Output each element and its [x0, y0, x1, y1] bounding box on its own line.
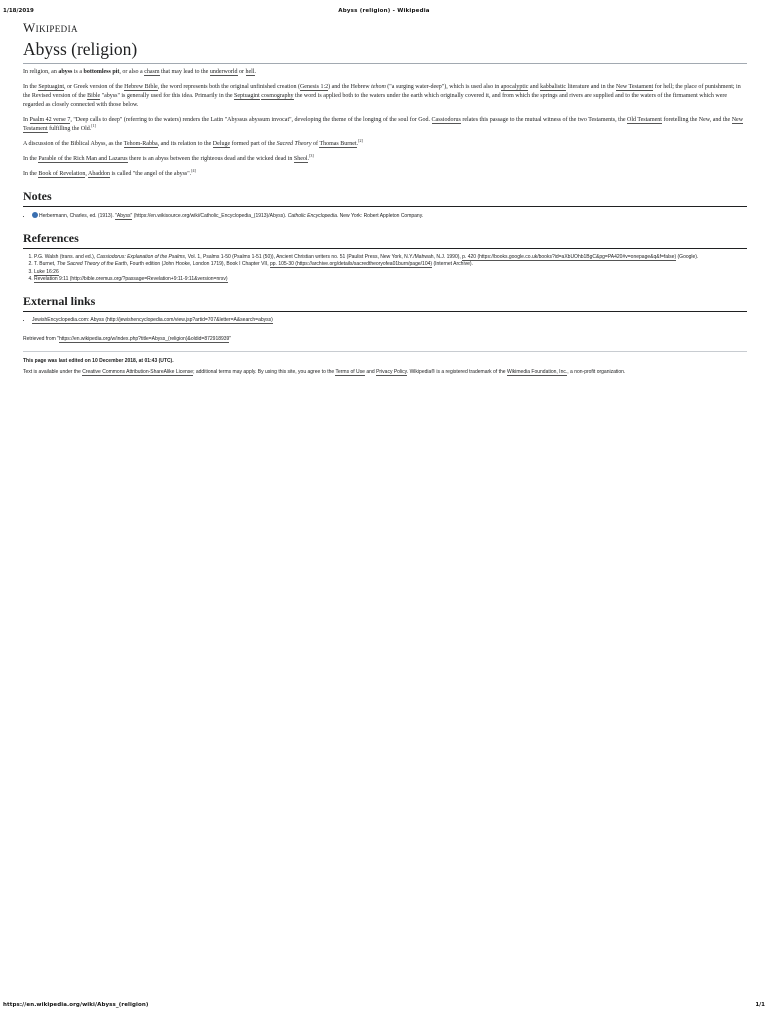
text: ": [229, 336, 232, 342]
link-retrieved-url[interactable]: https://en.wikipedia.org/w/index.php?title=Abyss_(religion)&oldid=872918939: [58, 336, 230, 342]
text: (Google).: [676, 253, 699, 260]
text: . Wikipedia® is a registered trademark of the: [406, 369, 507, 375]
text: In the: [23, 84, 39, 90]
text: that may lead to the: [159, 69, 210, 75]
text: foretelling the New, and the: [661, 117, 732, 123]
text: ,: [85, 171, 88, 177]
link-tehom-rabba[interactable]: Tehom-Rabba: [123, 141, 158, 147]
italic-catholic-encyclopedia: Catholic Encyclopedia: [287, 213, 337, 219]
italic-title: Cassiodorus: Explanation of the Psalms: [96, 253, 185, 260]
text: Text is available under the: [23, 369, 83, 375]
link-privacy-policy[interactable]: Privacy Policy: [376, 369, 407, 375]
citation-4[interactable]: [4]: [191, 168, 196, 173]
page-footer: [23, 358, 747, 376]
link-internet-archive[interactable]: pp. 105-30 (https://archive.org/details/sacredtheoryofea01burn/page/104): [270, 261, 433, 267]
reference-item: [34, 254, 747, 262]
retrieved-from: [23, 336, 747, 352]
article-content: [23, 18, 747, 376]
paragraph-intro: [23, 68, 747, 77]
citation-1[interactable]: [1]: [91, 123, 96, 128]
bold-term-abyss: abyss: [58, 69, 73, 75]
page-title: Abyss (religion): [23, 38, 747, 64]
article-body: [23, 68, 747, 179]
section-heading-notes: Notes: [23, 189, 747, 207]
link-septuagint-2[interactable]: Septuagint: [234, 93, 260, 99]
text: , the word represents both the original unfinished creation (: [157, 84, 300, 90]
list-item: [32, 317, 747, 325]
link-apocalyptic[interactable]: apocalyptic: [500, 84, 529, 90]
paragraph-biblical-abyss: [23, 140, 747, 149]
text: A discussion of the Biblical Abyss, as the: [23, 141, 124, 147]
text: and: [528, 84, 541, 90]
bold-term-bottomless-pit: bottomless pit: [83, 69, 120, 75]
text: In: [23, 117, 30, 123]
link-abyss-wikisource[interactable]: "Abyss": [115, 213, 133, 219]
text: "abyss" is generally used for this idea. Primarily in the: [100, 93, 235, 99]
wikipedia-wordmark: Wikipedia: [23, 20, 78, 35]
italic-sacred-theory: Sacred Theory: [276, 141, 312, 147]
text: of: [311, 141, 320, 147]
reference-item: [34, 261, 747, 269]
text: is a: [72, 69, 84, 75]
text: or: [237, 69, 246, 75]
text: , a non-profit organization.: [567, 369, 626, 375]
text: P.G. Walsh (trans. and ed.),: [34, 253, 97, 260]
text: , and its relation to the: [157, 141, 213, 147]
text: Retrieved from ": [23, 336, 59, 342]
italic-tehom: tehom: [371, 84, 386, 90]
print-date: 1/18/2019: [3, 8, 34, 14]
link-psalm-42[interactable]: Psalm 42 verse 7: [29, 117, 71, 123]
link-kabbalistic[interactable]: kabbalistic: [540, 84, 567, 90]
references-list: [23, 254, 747, 284]
link-book-of-revelation[interactable]: Book of Revelation: [38, 171, 86, 177]
link-new-testament[interactable]: New Testament: [615, 84, 654, 90]
print-title: Abyss (religion) - Wikipedia: [338, 8, 430, 14]
section-heading-references: References: [23, 231, 747, 249]
link-cc-license[interactable]: Creative Commons Attribution-ShareAlike License: [82, 369, 194, 375]
text: .: [307, 156, 310, 162]
link-bible[interactable]: Bible: [87, 93, 101, 99]
last-edited: This page was last edited on 10 December 2018, at 01:43 (UTC).: [23, 358, 174, 364]
print-url: https://en.wikipedia.org/wiki/Abyss_(religion): [3, 1002, 149, 1008]
link-deluge[interactable]: Deluge: [212, 141, 231, 147]
text: , Vol. 1, Psalms 1-50 (Psalms 1-51 (50)), Ancient Christian writers no. 51 (Paulist Press, New York, N.Y./Mahwah, N.J. 1990),: [184, 253, 463, 260]
link-cosmography[interactable]: cosmography: [261, 93, 294, 99]
text: ("a surging water-deep"), which is used also in: [385, 84, 501, 90]
italic-title: The Sacred Theory of the Earth: [56, 261, 127, 267]
link-new-testament-2[interactable]: New Testament: [23, 117, 744, 132]
text: Herbermann, Charles, ed. (1913).: [39, 213, 116, 219]
text: T. Burnet,: [34, 261, 57, 267]
text: (Internet Archive).: [432, 261, 473, 267]
paragraph-parable: [23, 155, 747, 164]
link-genesis[interactable]: Genesis 1:2: [299, 84, 329, 90]
reference-item: [34, 269, 747, 277]
text: ; additional terms may apply. By using this site, you agree to the: [193, 369, 336, 375]
link-hell[interactable]: hell: [245, 69, 255, 75]
link-google-books[interactable]: p. 420 (https://books.google.co.uk/books?id=aXbUOhb1BgC&pg=PA420#v=onepage&q&f=false): [462, 253, 677, 260]
text: formed part of the: [230, 141, 277, 147]
text: In the: [23, 156, 39, 162]
text: (https://en.wikisource.org/wiki/Catholic_Encyclopedia_(1913)/Abyss).: [132, 213, 288, 219]
link-hebrew-bible[interactable]: Hebrew Bible: [124, 84, 158, 90]
text: , or Greek version of the: [64, 84, 125, 90]
link-underworld[interactable]: underworld: [209, 69, 238, 75]
link-revelation-oremus[interactable]: Revelation 9:11 (http://bible.oremus.org/?passage=Revelation+9:11-9:11&version=nrsv): [34, 276, 228, 282]
text: there is an abyss between the righteous dead and the wicked dead in: [127, 156, 294, 162]
text: the word is applied both to the waters under the earth which originally covered it, and from which the springs and rivers are supplied and to the waters of the firmament which were regarded as closely connected with those below.: [23, 93, 728, 108]
print-footer: [3, 1002, 765, 1012]
citation-2[interactable]: [2]: [358, 138, 363, 143]
text: fulfilling the Old.: [47, 126, 92, 132]
text: .: [254, 69, 257, 75]
link-sheol[interactable]: Sheol: [293, 156, 308, 162]
link-parable-rich-man[interactable]: Parable of the Rich Man and Lazarus: [38, 156, 128, 162]
license-text: [23, 369, 713, 376]
reference-item: [34, 276, 747, 284]
link-thomas-burnet[interactable]: Thomas Burnet: [319, 141, 357, 147]
text: In religion, an: [23, 69, 59, 75]
external-links-list: [23, 317, 747, 325]
text: literature and in the: [566, 84, 616, 90]
text: , or also a: [119, 69, 145, 75]
list-item: [32, 212, 747, 221]
text: In the: [23, 171, 39, 177]
link-cassiodorus[interactable]: Cassiodorus: [431, 117, 461, 123]
paragraph-septuagint: [23, 83, 747, 110]
paragraph-psalm: [23, 116, 747, 134]
link-septuagint[interactable]: Septuagint: [38, 84, 64, 90]
text: , Fourth edition (John Hooke, London 1719), Book I Chapter VII,: [126, 261, 270, 267]
text: , "Deep calls to deep" (referring to the waters) renders the Latin "Abyssus abyssum invocat", developing the theme of the longing of the soul for God.: [70, 117, 432, 123]
text: and: [364, 369, 377, 375]
link-wikimedia-foundation[interactable]: Wikimedia Foundation, Inc.: [506, 369, 568, 375]
text: relates this passage to the mutual witness of the two Testaments, the: [460, 117, 627, 123]
section-heading-external-links: External links: [23, 294, 747, 312]
link-luke[interactable]: Luke 16:26: [34, 268, 59, 275]
text: ) and the Hebrew: [328, 84, 372, 90]
citation-3[interactable]: [3]: [309, 153, 314, 158]
link-jewish-encyclopedia[interactable]: JewishEncyclopedia.com: Abyss (http://jewishencyclopedia.com/view.jsp?artid=707&letter=A&search=abyss): [32, 316, 273, 323]
link-chasm[interactable]: chasm: [144, 69, 160, 75]
notes-list: [23, 212, 747, 221]
paragraph-revelation: [23, 170, 747, 179]
wikisource-icon: [32, 212, 38, 218]
text: . New York: Robert Appleton Company.: [336, 213, 424, 219]
print-page-number: 1/1: [755, 1002, 765, 1008]
link-old-testament[interactable]: Old Testament: [626, 117, 662, 123]
link-terms-of-use[interactable]: Terms of Use: [335, 369, 365, 375]
print-header: [3, 8, 765, 18]
text: .: [356, 141, 359, 147]
text: for hell; the place of punishment; in the Revised version of the: [23, 84, 741, 99]
text: is called "the angel of the abyss".: [110, 171, 192, 177]
link-abaddon[interactable]: Abaddon: [88, 171, 110, 177]
